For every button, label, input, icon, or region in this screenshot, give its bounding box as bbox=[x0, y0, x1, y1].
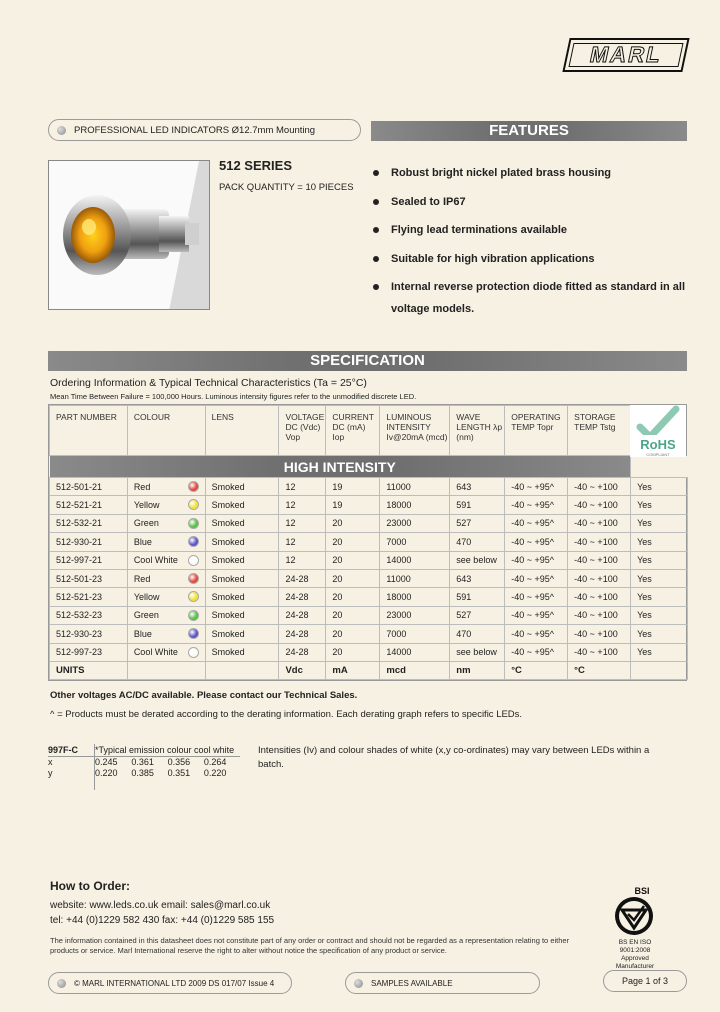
telephone-fax: tel: +44 (0)1229 582 430 fax: +44 (0)1229 585 155 bbox=[50, 915, 275, 926]
cell-lens: Smoked bbox=[205, 533, 279, 551]
cell-intensity: 7000 bbox=[380, 533, 450, 551]
cell-part-number: 512-521-21 bbox=[50, 496, 128, 514]
series-title: 512 SERIES bbox=[219, 158, 292, 173]
cell-storage-temp: -40 ~ +100 bbox=[568, 496, 631, 514]
bsi-label: BSI bbox=[634, 886, 650, 896]
cell-operating-temp: -40 ~ +95^ bbox=[505, 569, 568, 587]
disclaimer: The information contained in this datasheet does not constitute part of any order or contract and should not be regarded as a representation relating to either products or service. Marl International reserve the right to alter without notice the specification of any product or service. bbox=[50, 936, 570, 955]
cell-voltage: 12 bbox=[279, 478, 326, 496]
bsi-logo bbox=[604, 884, 664, 936]
cell-operating-temp: -40 ~ +95^ bbox=[505, 514, 568, 532]
footer-page: Page 1 of 3 bbox=[603, 970, 687, 992]
cie-x-value: 0.245 bbox=[95, 757, 118, 768]
feature-item: Internal reverse protection diode fitted as standard in all voltage models. bbox=[371, 276, 691, 320]
units-label: UNITS bbox=[50, 661, 128, 679]
cell-wavelength: 470 bbox=[450, 625, 505, 643]
cell-intensity: 14000 bbox=[380, 551, 450, 569]
cell-operating-temp: -40 ~ +95^ bbox=[505, 496, 568, 514]
cell-storage-temp: -40 ~ +100 bbox=[568, 569, 631, 587]
spec-table-wrapper bbox=[48, 404, 687, 681]
product-line-header bbox=[48, 119, 361, 141]
units-operating-temp: °C bbox=[505, 661, 568, 679]
led-colour-icon bbox=[188, 628, 199, 639]
spec-table bbox=[49, 405, 688, 680]
feature-item: Flying lead terminations available bbox=[371, 219, 691, 241]
header-intensity: LUMINOUS INTENSITY Iv@20mA (mcd) bbox=[380, 406, 450, 456]
cell-colour: Blue bbox=[127, 533, 205, 551]
cell-current: 20 bbox=[326, 569, 380, 587]
cell-colour: Cool White bbox=[127, 643, 205, 661]
cell-voltage: 12 bbox=[279, 496, 326, 514]
cie-code: 997F-C bbox=[48, 744, 95, 756]
cell-storage-temp: -40 ~ +100 bbox=[568, 478, 631, 496]
cell-colour: Blue bbox=[127, 625, 205, 643]
cie-caption: *Typical emission colour cool white bbox=[95, 744, 241, 756]
cell-storage-temp: -40 ~ +100 bbox=[568, 643, 631, 661]
cell-wavelength: see below bbox=[450, 551, 505, 569]
led-indicator-image bbox=[49, 161, 210, 310]
header-operating-temp: OPERATING TEMP Topr bbox=[505, 406, 568, 456]
cell-intensity: 14000 bbox=[380, 643, 450, 661]
cie-table bbox=[48, 744, 240, 790]
table-row bbox=[50, 478, 688, 496]
cell-wavelength: 527 bbox=[450, 514, 505, 532]
cell-intensity: 23000 bbox=[380, 514, 450, 532]
cell-wavelength: 591 bbox=[450, 496, 505, 514]
cell-intensity: 18000 bbox=[380, 588, 450, 606]
cell-lens: Smoked bbox=[205, 551, 279, 569]
cell-colour: Red bbox=[127, 569, 205, 587]
cell-lens: Smoked bbox=[205, 569, 279, 587]
cie-y-value: 0.220 bbox=[203, 768, 227, 778]
cie-x-value: 0.356 bbox=[167, 757, 191, 768]
cell-current: 20 bbox=[326, 625, 380, 643]
marl-logo bbox=[562, 38, 689, 72]
header-colour: COLOUR bbox=[127, 406, 205, 456]
cie-coordinates bbox=[48, 744, 240, 790]
cie-y-value: 0.385 bbox=[131, 768, 154, 778]
cell-storage-temp: -40 ~ +100 bbox=[568, 551, 631, 569]
led-colour-icon bbox=[188, 573, 199, 584]
cell-voltage: 24-28 bbox=[279, 643, 326, 661]
how-to-order-title: How to Order: bbox=[50, 879, 130, 893]
cell-wavelength: 591 bbox=[450, 588, 505, 606]
cell-rohs: Yes bbox=[631, 606, 688, 624]
bsi-kitemark-icon bbox=[604, 884, 664, 936]
cell-voltage: 24-28 bbox=[279, 588, 326, 606]
other-voltages-note: Other voltages AC/DC available. Please contact our Technical Sales. bbox=[50, 690, 358, 701]
table-header-row bbox=[50, 406, 688, 456]
table-row bbox=[50, 496, 688, 514]
cell-voltage: 24-28 bbox=[279, 569, 326, 587]
feature-item: Suitable for high vibration applications bbox=[371, 248, 691, 270]
cell-colour: Yellow bbox=[127, 496, 205, 514]
cell-lens: Smoked bbox=[205, 514, 279, 532]
cell-colour: Cool White bbox=[127, 551, 205, 569]
led-colour-icon bbox=[188, 610, 199, 621]
cell-intensity: 11000 bbox=[380, 569, 450, 587]
cell-lens: Smoked bbox=[205, 478, 279, 496]
cell-intensity: 18000 bbox=[380, 496, 450, 514]
cell-part-number: 512-501-21 bbox=[50, 478, 128, 496]
units-storage-temp: °C bbox=[568, 661, 631, 679]
footer-samples: SAMPLES AVAILABLE bbox=[345, 972, 540, 994]
website-email[interactable]: website: www.leds.co.uk email: sales@marl.co.uk bbox=[50, 900, 271, 911]
table-row bbox=[50, 606, 688, 624]
cie-y-label: y bbox=[48, 768, 95, 790]
cell-lens: Smoked bbox=[205, 643, 279, 661]
cell-voltage: 24-28 bbox=[279, 606, 326, 624]
cell-storage-temp: -40 ~ +100 bbox=[568, 533, 631, 551]
cie-x-label: x bbox=[48, 756, 95, 768]
led-colour-icon bbox=[188, 591, 199, 602]
pack-quantity: PACK QUANTITY = 10 PIECES bbox=[219, 182, 354, 193]
units-current: mA bbox=[326, 661, 380, 679]
logo-text: MARL bbox=[568, 43, 683, 67]
header-current: CURRENT DC (mA) Iop bbox=[326, 406, 380, 456]
feature-item: Robust bright nickel plated brass housing bbox=[371, 162, 691, 184]
cell-current: 20 bbox=[326, 588, 380, 606]
cell-voltage: 12 bbox=[279, 514, 326, 532]
footer-copyright: © MARL INTERNATIONAL LTD 2009 DS 017/07 Issue 4 bbox=[48, 972, 292, 994]
rohs-check-icon bbox=[630, 405, 686, 457]
cell-part-number: 512-997-23 bbox=[50, 643, 128, 661]
table-row bbox=[50, 514, 688, 532]
led-colour-icon bbox=[188, 499, 199, 510]
section-high-intensity: HIGH INTENSITY bbox=[50, 456, 631, 478]
cell-lens: Smoked bbox=[205, 588, 279, 606]
cie-note: Intensities (Iv) and colour shades of white (x,y co-ordinates) may vary between LEDs within a batch. bbox=[258, 745, 650, 770]
cell-part-number: 512-501-23 bbox=[50, 569, 128, 587]
table-row bbox=[50, 588, 688, 606]
cell-rohs: Yes bbox=[631, 569, 688, 587]
cell-operating-temp: -40 ~ +95^ bbox=[505, 588, 568, 606]
cell-operating-temp: -40 ~ +95^ bbox=[505, 478, 568, 496]
cell-lens: Smoked bbox=[205, 606, 279, 624]
cell-intensity: 23000 bbox=[380, 606, 450, 624]
table-row bbox=[50, 569, 688, 587]
ordering-info: Ordering Information & Typical Technical Characteristics (Ta = 25°C) bbox=[50, 377, 367, 389]
units-wavelength: nm bbox=[450, 661, 505, 679]
led-colour-icon bbox=[188, 536, 199, 547]
cell-current: 19 bbox=[326, 478, 380, 496]
cell-colour: Green bbox=[127, 514, 205, 532]
cell-operating-temp: -40 ~ +95^ bbox=[505, 533, 568, 551]
cell-wavelength: 643 bbox=[450, 478, 505, 496]
cell-part-number: 512-532-23 bbox=[50, 606, 128, 624]
cell-storage-temp: -40 ~ +100 bbox=[568, 625, 631, 643]
cell-rohs: Yes bbox=[631, 643, 688, 661]
cell-storage-temp: -40 ~ +100 bbox=[568, 514, 631, 532]
bsi-caption: BS EN ISO 9001:2008 Approved Manufacturer bbox=[615, 939, 655, 970]
table-row bbox=[50, 625, 688, 643]
rohs-badge bbox=[630, 405, 686, 457]
cell-voltage: 12 bbox=[279, 551, 326, 569]
contact-block bbox=[50, 898, 274, 928]
cell-rohs: Yes bbox=[631, 496, 688, 514]
cie-y-value: 0.351 bbox=[167, 768, 191, 778]
led-colour-icon bbox=[188, 647, 199, 658]
cell-part-number: 512-997-21 bbox=[50, 551, 128, 569]
cell-intensity: 7000 bbox=[380, 625, 450, 643]
cell-wavelength: 527 bbox=[450, 606, 505, 624]
bullet-dot-icon bbox=[57, 126, 66, 135]
cell-operating-temp: -40 ~ +95^ bbox=[505, 643, 568, 661]
cell-rohs: Yes bbox=[631, 625, 688, 643]
table-row bbox=[50, 533, 688, 551]
cell-current: 20 bbox=[326, 643, 380, 661]
cell-voltage: 24-28 bbox=[279, 625, 326, 643]
derating-note: ^ = Products must be derated according to the derating information. Each derating graph refers to specific LEDs. bbox=[50, 709, 523, 720]
cell-operating-temp: -40 ~ +95^ bbox=[505, 625, 568, 643]
cell-wavelength: see below bbox=[450, 643, 505, 661]
cell-current: 20 bbox=[326, 606, 380, 624]
product-photo bbox=[48, 160, 210, 310]
feature-item: Sealed to IP67 bbox=[371, 191, 691, 213]
cell-part-number: 512-532-21 bbox=[50, 514, 128, 532]
units-voltage: Vdc bbox=[279, 661, 326, 679]
cell-current: 19 bbox=[326, 496, 380, 514]
bullet-dot-icon bbox=[57, 979, 66, 988]
features-list bbox=[371, 162, 691, 327]
cell-part-number: 512-930-23 bbox=[50, 625, 128, 643]
cell-lens: Smoked bbox=[205, 625, 279, 643]
mtbf-note: Mean Time Between Failure = 100,000 Hours. Luminous intensity figures refer to the unmodified discrete LED. bbox=[50, 392, 417, 401]
bullet-dot-icon bbox=[354, 979, 363, 988]
product-line-text: PROFESSIONAL LED INDICATORS Ø12.7mm Mounting bbox=[74, 124, 316, 136]
rohs-label: RoHS bbox=[640, 437, 676, 452]
led-colour-icon bbox=[188, 481, 199, 492]
section-row bbox=[50, 456, 688, 478]
cell-wavelength: 470 bbox=[450, 533, 505, 551]
units-row bbox=[50, 661, 688, 679]
cie-x-value: 0.361 bbox=[131, 757, 154, 768]
led-colour-icon bbox=[188, 555, 199, 566]
cell-part-number: 512-930-21 bbox=[50, 533, 128, 551]
cell-colour: Green bbox=[127, 606, 205, 624]
features-title: FEATURES bbox=[371, 121, 687, 141]
cell-current: 20 bbox=[326, 551, 380, 569]
table-row bbox=[50, 643, 688, 661]
cell-lens: Smoked bbox=[205, 496, 279, 514]
cell-current: 20 bbox=[326, 533, 380, 551]
header-lens: LENS bbox=[205, 406, 279, 456]
specification-title: SPECIFICATION bbox=[48, 351, 687, 371]
cell-rohs: Yes bbox=[631, 478, 688, 496]
cell-voltage: 12 bbox=[279, 533, 326, 551]
cell-rohs: Yes bbox=[631, 533, 688, 551]
cell-rohs: Yes bbox=[631, 514, 688, 532]
cell-part-number: 512-521-23 bbox=[50, 588, 128, 606]
cie-y-value: 0.220 bbox=[95, 768, 118, 778]
header-part-number: PART NUMBER bbox=[50, 406, 128, 456]
cie-x-value: 0.264 bbox=[203, 757, 227, 768]
cell-current: 20 bbox=[326, 514, 380, 532]
cell-wavelength: 643 bbox=[450, 569, 505, 587]
cell-colour: Red bbox=[127, 478, 205, 496]
rohs-sub: COMPLIANT bbox=[646, 452, 670, 457]
header-voltage: VOLTAGE DC (Vdc) Vop bbox=[279, 406, 326, 456]
cell-storage-temp: -40 ~ +100 bbox=[568, 588, 631, 606]
header-storage-temp: STORAGE TEMP Tstg bbox=[568, 406, 631, 456]
cell-storage-temp: -40 ~ +100 bbox=[568, 606, 631, 624]
header-wavelength: WAVE LENGTH λp (nm) bbox=[450, 406, 505, 456]
cell-operating-temp: -40 ~ +95^ bbox=[505, 551, 568, 569]
led-colour-icon bbox=[188, 518, 199, 529]
cell-operating-temp: -40 ~ +95^ bbox=[505, 606, 568, 624]
cell-rohs: Yes bbox=[631, 551, 688, 569]
table-row bbox=[50, 551, 688, 569]
units-intensity: mcd bbox=[380, 661, 450, 679]
cell-colour: Yellow bbox=[127, 588, 205, 606]
cell-intensity: 11000 bbox=[380, 478, 450, 496]
cell-rohs: Yes bbox=[631, 588, 688, 606]
